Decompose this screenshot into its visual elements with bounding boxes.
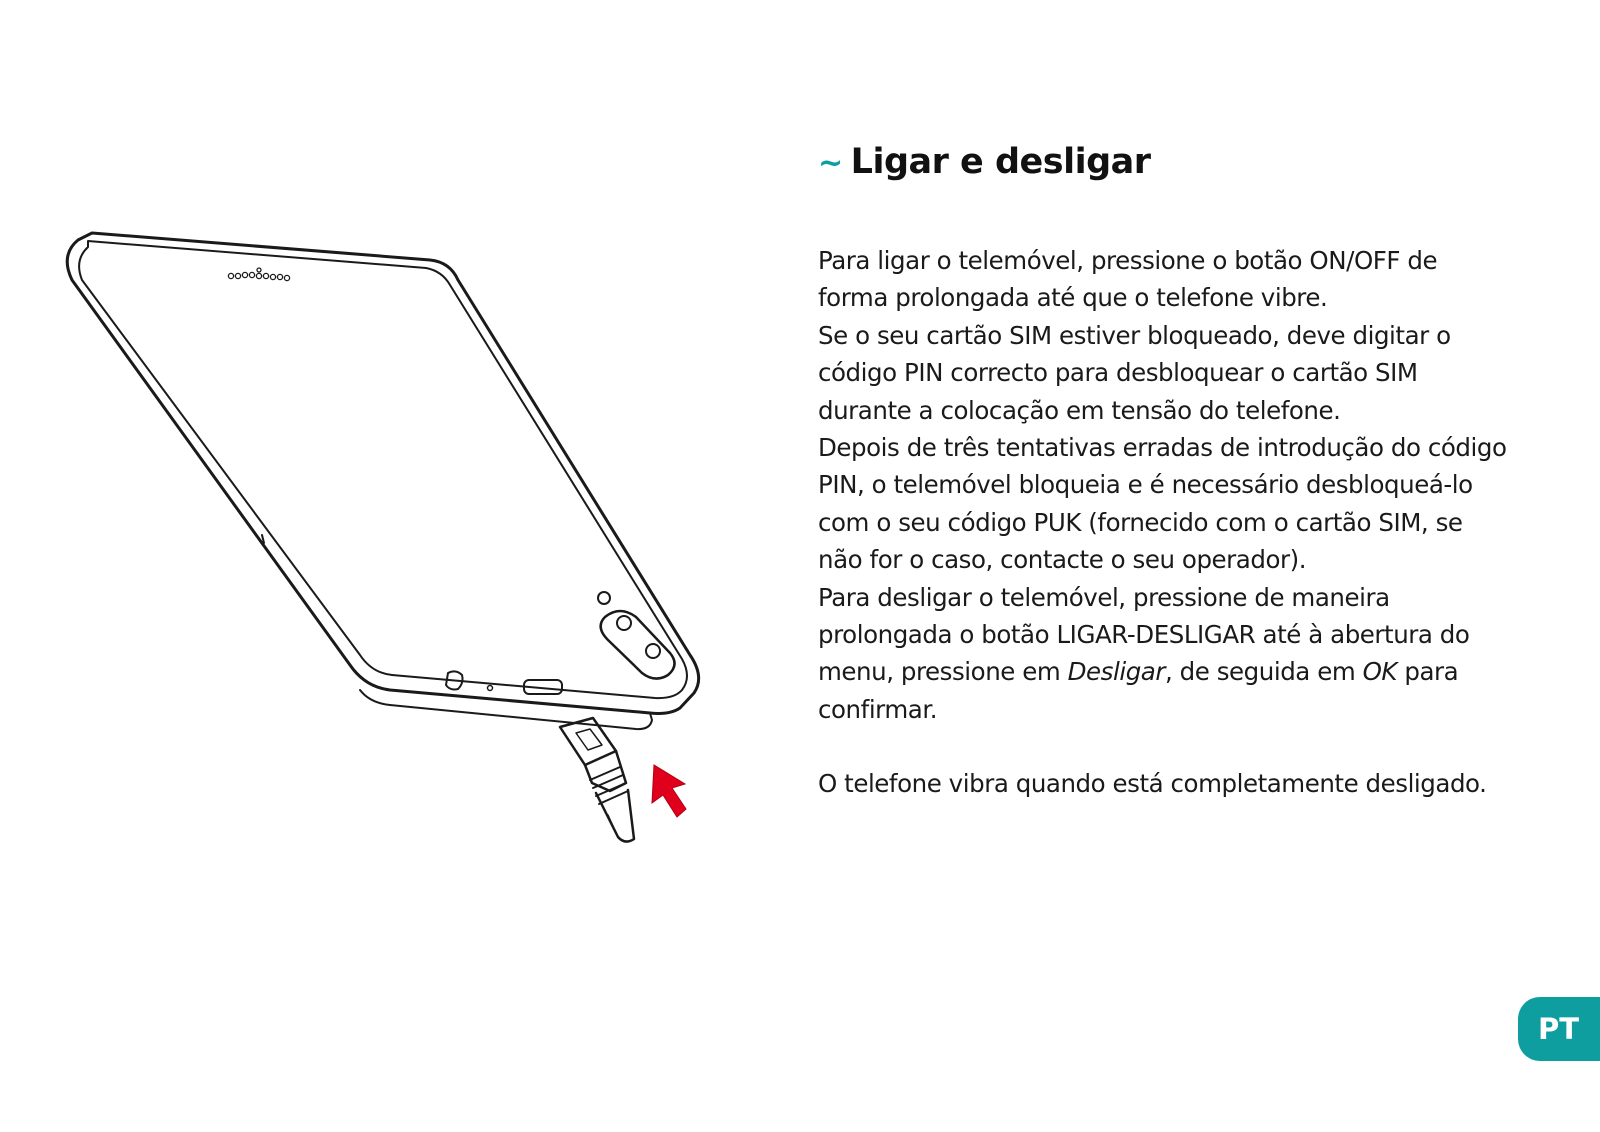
paragraph-vibrate: O telefone vibra quando está completamente desligado. <box>818 769 1487 799</box>
paragraph-puk: Depois de três tentativas erradas de introdução do código PIN, o telemóvel bloqueia e é necessário desbloqueá-lo com o seu código PUK (fornecido com o cartão SIM, se não for o caso, contacte o seu operador). <box>818 433 1507 575</box>
desligar-option: Desligar <box>1067 657 1165 687</box>
power-off-text-b: , de seguida em <box>1164 657 1363 687</box>
paragraph-power-off <box>818 579 1508 729</box>
section-heading <box>818 142 1151 182</box>
instructions-body <box>818 242 1508 803</box>
ok-option: OK <box>1362 657 1398 687</box>
paragraph-spacer <box>818 728 1508 765</box>
language-tab: PT <box>1518 997 1600 1061</box>
heading-title: Ligar e desligar <box>850 142 1151 182</box>
phone-usb-drawing <box>30 185 750 885</box>
power-off-text-c: para confirmar. <box>818 657 1459 724</box>
paragraph-power-on: Para ligar o telemóvel, pressione o botão ON/OFF de forma prolongada até que o telefone vibre. <box>818 246 1438 313</box>
heading-tilde: ~ <box>818 146 843 181</box>
phone-charging-illustration <box>30 185 750 885</box>
paragraph-sim-pin: Se o seu cartão SIM estiver bloqueado, deve digitar o código PIN correcto para desbloquear o cartão SIM durante a colocação em tensão do telefone. <box>818 320 1451 425</box>
red-arrow-icon <box>652 765 686 817</box>
phone-outline <box>67 233 698 713</box>
power-off-text-a: Para desligar o telemóvel, pressione de maneira prolongada o botão LIGAR-DESLIGAR até à abertura do menu, pressione em <box>818 582 1470 687</box>
